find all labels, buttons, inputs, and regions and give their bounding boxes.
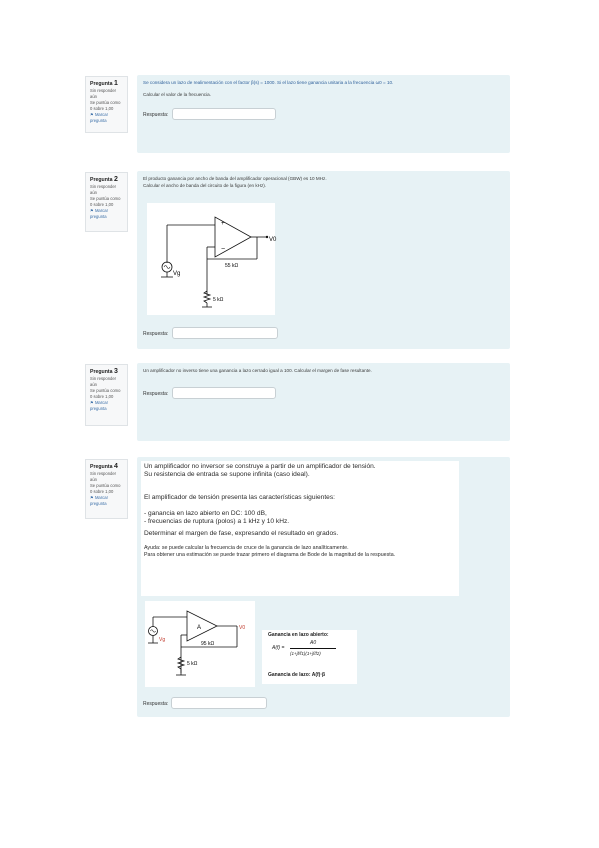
- question-points: Se puntúa como 0 sobre 1,00: [90, 100, 121, 111]
- circuit-diagram: [147, 203, 275, 315]
- question-points: Se puntúa como 0 sobre 1,00: [90, 196, 121, 207]
- answer-input[interactable]: [172, 387, 276, 399]
- input-label: Vg: [159, 637, 166, 643]
- question-status: Sin responder aún: [90, 471, 117, 482]
- plus-terminal-label: +: [221, 221, 225, 227]
- answer-label: Respuesta:: [143, 331, 169, 337]
- question-info-4: [85, 459, 128, 519]
- question-number: Pregunta 4: [90, 463, 118, 470]
- circuit-figure: [145, 601, 255, 687]
- output-label: V0: [269, 237, 277, 243]
- amplifier-label: A: [197, 625, 202, 631]
- gain-lhs: A(f) =: [272, 645, 285, 651]
- question-info-3: [85, 364, 128, 426]
- answer-label: Respuesta:: [143, 112, 169, 118]
- question-status: Sin responder aún: [90, 88, 117, 99]
- output-label: V0: [239, 625, 246, 631]
- question-status: Sin responder aún: [90, 376, 117, 387]
- question-card-3: [137, 363, 510, 441]
- question-number: Pregunta 1: [90, 80, 118, 87]
- input-label: Vg: [173, 271, 181, 277]
- question-number: Pregunta 3: [90, 368, 118, 375]
- answer-input[interactable]: [172, 108, 276, 120]
- answer-input[interactable]: [171, 697, 267, 709]
- loop-gain-label: Ganancia de lazo: A(f)·β: [268, 672, 326, 678]
- question-text: Un amplificador no inverso tiene una ganancia a lazo cerrado igual a 100. Calcular el margen de fase resultante.: [143, 368, 372, 373]
- question-points: Se puntúa como 0 sobre 1,00: [90, 483, 121, 494]
- feedback-resistor-label: 95 kΩ: [201, 641, 215, 647]
- flag-question-link[interactable]: ⚑ Marcar pregunta: [90, 208, 108, 219]
- answer-label: Respuesta:: [143, 701, 169, 707]
- gain-formula-box: [262, 630, 357, 684]
- question-status: Sin responder aún: [90, 184, 117, 195]
- question-info-1: [85, 76, 128, 133]
- question-info-2: [85, 172, 128, 232]
- fraction-bar: [290, 648, 336, 649]
- gain-title: Ganancia en lazo abierto:: [268, 632, 329, 638]
- circuit-figure: [147, 203, 275, 315]
- gain-numerator: A0: [310, 640, 317, 646]
- ground-resistor-label: 5 kΩ: [187, 661, 198, 667]
- answer-input[interactable]: [172, 327, 278, 339]
- feedback-resistor-label: 55 kΩ: [225, 263, 239, 269]
- circuit-diagram: [145, 601, 255, 687]
- question-text: El producto ganancia por ancho de banda del amplificador operacional (GBW) es 10 MHz. Calcular el ancho de banda del circuito de la figura (en kHz).: [143, 176, 327, 188]
- flag-icon: ⚑: [90, 495, 94, 500]
- flag-icon: ⚑: [90, 400, 94, 405]
- question-text: Se considera un lazo de realimentación con el factor β(s) = 1000. Si el lazo tiene ganancia unitaria a la frecuencia ω0 = 10. Calcular el valor de la frecuencia.: [143, 80, 394, 97]
- question-number: Pregunta 2: [90, 176, 118, 183]
- question-card-2: [137, 171, 510, 349]
- minus-terminal-label: −: [221, 246, 226, 253]
- answer-label: Respuesta:: [143, 391, 169, 397]
- ground-resistor-label: 5 kΩ: [213, 297, 224, 303]
- flag-icon: ⚑: [90, 208, 94, 213]
- flag-question-link[interactable]: ⚑ Marcar pregunta: [90, 495, 108, 506]
- question-points: Se puntúa como 0 sobre 1,00: [90, 388, 121, 399]
- question-card-1: [137, 75, 510, 153]
- flag-question-link[interactable]: ⚑ Marcar pregunta: [90, 112, 108, 123]
- gain-denominator: (1+jf/f1)(1+jf/f2): [290, 651, 321, 656]
- flag-question-link[interactable]: ⚑ Marcar pregunta: [90, 400, 108, 411]
- question-text: Un amplificador no inversor se construye a partir de un amplificador de tensión. Su resistencia de entrada se supone infinita (caso ideal). El amplificador de tensión presenta las características siguientes: - ganancia en lazo abierto en DC: 100 dB, - frecuencias de ruptura (polos) a 1 kHz y 10 kHz. Determinar el margen de fase, expresando el resultado en grados. Ayuda: se puede calcular la frecuencia de cruce de la ganancia de lazo analíticamente. Para obtener una estimación se puede trazar primero el diagrama de Bode de la magnitud de la respuesta.: [141, 461, 459, 596]
- flag-icon: ⚑: [90, 112, 94, 117]
